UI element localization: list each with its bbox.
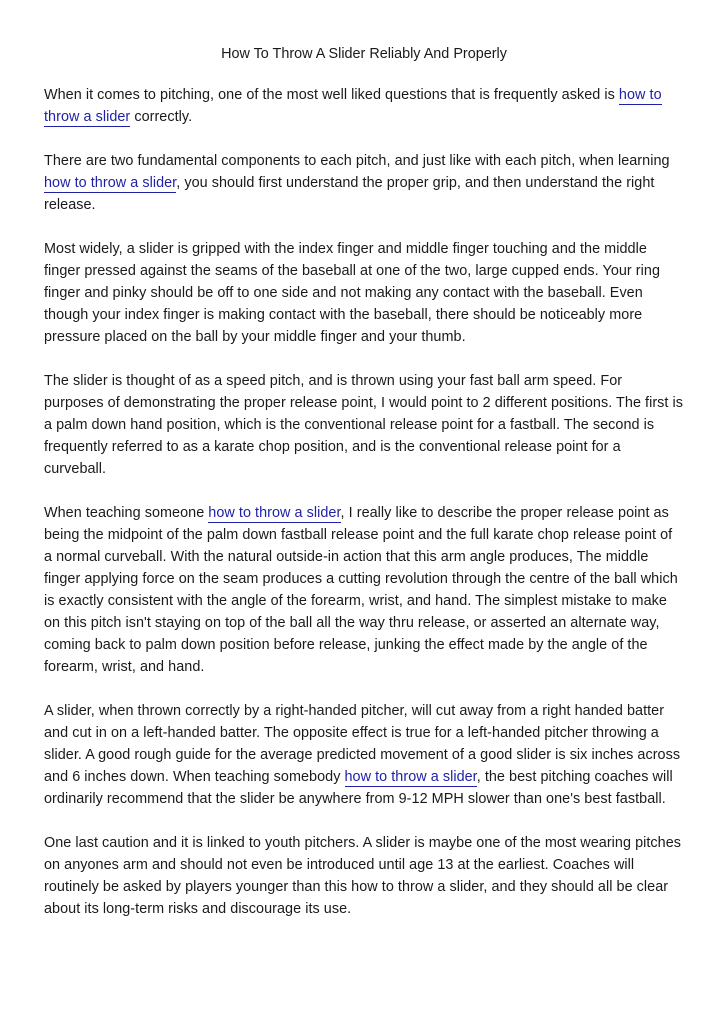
paragraph-intro [44, 84, 684, 128]
paragraph-speed: The slider is thought of as a speed pitch, and is thrown using your fast ball arm speed. For purposes of demonstrating the proper release point, I would point to 2 different positions. The first is a palm down hand position, which is the conventional release point for a fastball. The second is frequently referred to as a karate chop position, and is the conventional release point for a curveball. [44, 373, 684, 477]
how-to-throw-slider-link[interactable]: how to throw a slider [208, 505, 341, 521]
paragraph-fundamentals [44, 150, 684, 216]
paragraph-text: , I really like to describe the proper release point as being the midpoint of the palm down fastball release point and the full karate chop release point of a normal curveball. With the natural outside-in action that this arm angle produces, The middle finger applying force on the seam produces a cutting revolution through the centre of the ball which is exactly consistent with the angle of the forearm, wrist, and hand. The simplest mistake to make on this pitch isn't staying on top of the ball all the way thru release, or asserted an alternate way, coming back to palm down position before release, junking the effect made by the angle of the forearm, wrist, and hand. [44, 505, 678, 675]
paragraph-grip: Most widely, a slider is gripped with the index finger and middle finger touching and the middle finger pressed against the seams of the baseball at one of the two, large cupped ends. Your ring finger and pinky should be off to one side and not making any contact with the baseball. Even though your index finger is making contact with the baseball, there should be noticeably more pressure placed on the ball by your middle finger and your thumb. [44, 241, 661, 345]
document-title: How To Throw A Slider Reliably And Properly [221, 46, 507, 62]
paragraph-movement [44, 700, 684, 810]
how-to-throw-slider-link[interactable]: how to throw a slider [344, 769, 477, 785]
paragraph-text: A slider, when thrown correctly by a right-handed pitcher, will cut away from a right handed batter and cut in on a left-handed batter. The opposite effect is true for a left-handed pitcher throwing a slider. A good rough guide for the average predicted movement of a good slider is six inches across and 6 inches down. When teaching somebody [44, 703, 681, 785]
paragraph-release [44, 502, 684, 678]
paragraph-text: correctly. [130, 109, 193, 125]
paragraph-text: When it comes to pitching, one of the most well liked questions that is frequently asked is [44, 87, 619, 103]
paragraph-text: , the best pitching coaches will ordinarily recommend that the slider be anywhere from 9-12 MPH slower than one's best fastball. [44, 769, 673, 807]
paragraph-text: When teaching someone [44, 505, 209, 521]
how-to-throw-slider-link[interactable]: how to throw a slider [44, 175, 177, 191]
paragraph-text: , you should first understand the proper grip, and then understand the right release. [44, 175, 655, 213]
paragraph-caution: One last caution and it is linked to youth pitchers. A slider is maybe one of the most wearing pitches on anyones arm and should not even be introduced until age 13 at the earliest. Coaches will routinely be asked by players younger than this how to throw a slider, and they should all be clear about its long-term risks and discourage its use. [44, 835, 682, 917]
paragraph-text: There are two fundamental components to each pitch, and just like with each pitch, when learning [44, 153, 670, 169]
how-to-throw-slider-link[interactable]: how to throw a slider [44, 87, 662, 125]
